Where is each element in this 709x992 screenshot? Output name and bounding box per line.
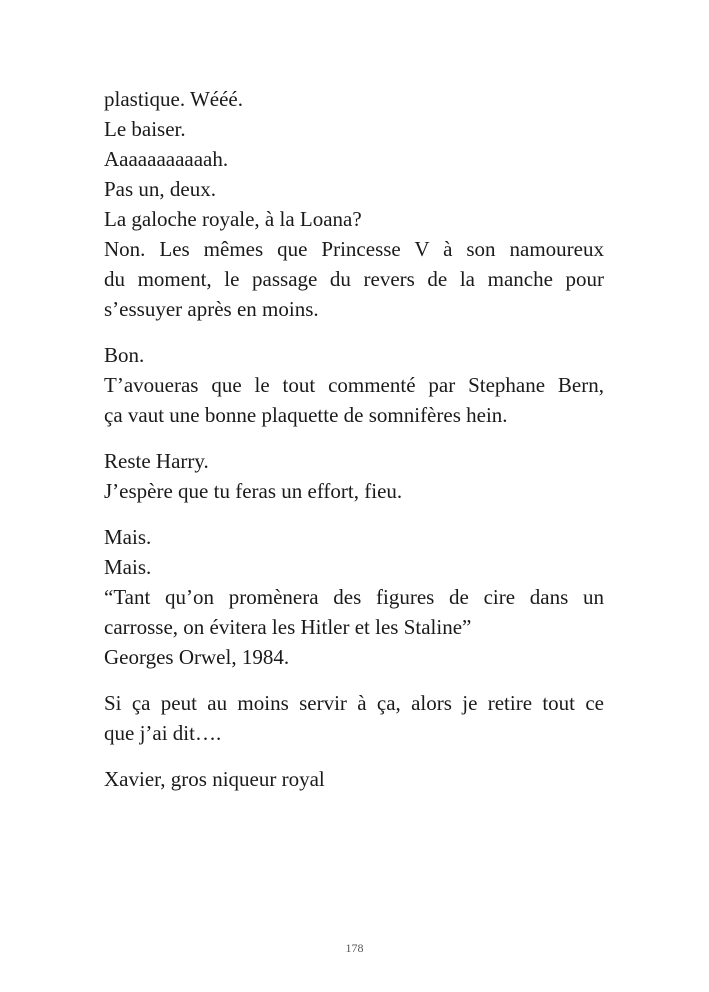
paragraph-4 bbox=[104, 522, 604, 672]
signature-line bbox=[104, 764, 604, 794]
text-line: Georges Orwel, 1984. bbox=[104, 645, 290, 669]
text-line: “Tant qu’on promènera des figures de cire dans un bbox=[104, 585, 604, 609]
text-line: La galoche royale, à la Loana? bbox=[104, 207, 362, 231]
text-line: s’essuyer après en moins. bbox=[104, 297, 319, 321]
text-line: Mais. bbox=[104, 525, 152, 549]
paragraph-1 bbox=[104, 84, 604, 324]
page-number: 178 bbox=[345, 941, 364, 955]
text-line: Si ça peut au moins servir à ça, alors je retire tout ce bbox=[104, 691, 604, 715]
document-body bbox=[104, 84, 604, 810]
text-line: Non. Les mêmes que Princesse V à son namoureux bbox=[104, 237, 604, 261]
text-line: que j’ai dit…. bbox=[104, 721, 222, 745]
text-line: Reste Harry. bbox=[104, 449, 209, 473]
text-line: J’espère que tu feras un effort, fieu. bbox=[104, 479, 403, 503]
paragraph-3 bbox=[104, 446, 604, 506]
text-line: ça vaut une bonne plaquette de somnifères hein. bbox=[104, 403, 508, 427]
text-line: Aaaaaaaaaaah. bbox=[104, 147, 229, 171]
text-line: Mais. bbox=[104, 555, 152, 579]
text-line: Xavier, gros niqueur royal bbox=[104, 767, 325, 791]
text-line: Bon. bbox=[104, 343, 145, 367]
text-line: T’avoueras que le tout commenté par Stephane Bern, bbox=[104, 373, 604, 397]
text-line: carrosse, on évitera les Hitler et les Staline” bbox=[104, 615, 472, 639]
text-line: Pas un, deux. bbox=[104, 177, 216, 201]
paragraph-2 bbox=[104, 340, 604, 430]
text-line: plastique. Wééé. bbox=[104, 87, 243, 111]
text-line: Le baiser. bbox=[104, 117, 186, 141]
paragraph-5 bbox=[104, 688, 604, 748]
text-line: du moment, le passage du revers de la manche pour bbox=[104, 267, 604, 291]
